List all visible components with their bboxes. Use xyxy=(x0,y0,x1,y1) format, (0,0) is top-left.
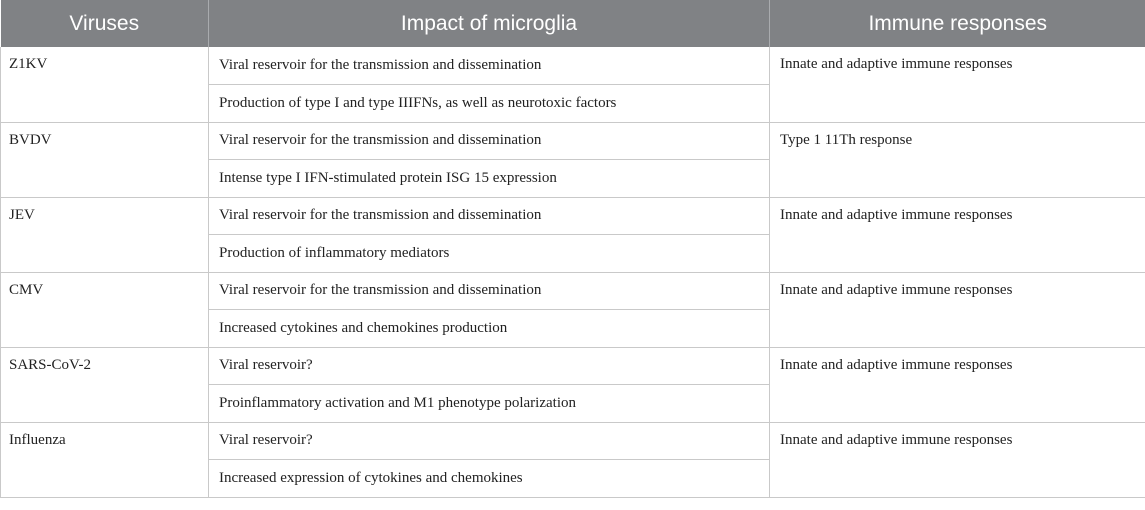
impact-cell: Viral reservoir for the transmission and dissemination xyxy=(209,122,770,160)
table-row xyxy=(1,47,1145,85)
header-impact-of-microglia: Impact of microglia xyxy=(209,0,770,47)
response-cell: Innate and adaptive immune responses xyxy=(770,272,1145,347)
response-cell: Innate and adaptive immune responses xyxy=(770,47,1145,122)
virus-cell: CMV xyxy=(1,272,209,347)
impact-cell: Viral reservoir for the transmission and dissemination xyxy=(209,272,770,310)
response-cell: Innate and adaptive immune responses xyxy=(770,422,1145,497)
virus-cell: Z1KV xyxy=(1,47,209,122)
table-header xyxy=(1,0,1145,47)
impact-cell: Production of type I and type IIIFNs, as well as neurotoxic factors xyxy=(209,85,770,123)
impact-cell: Proinflammatory activation and M1 phenotype polarization xyxy=(209,385,770,423)
impact-cell: Increased cytokines and chemokines production xyxy=(209,310,770,348)
impact-cell: Viral reservoir? xyxy=(209,422,770,460)
table-body xyxy=(1,47,1145,497)
impact-cell: Viral reservoir? xyxy=(209,347,770,385)
table-row xyxy=(1,347,1145,385)
virus-cell: JEV xyxy=(1,197,209,272)
table-row xyxy=(1,272,1145,310)
response-cell: Innate and adaptive immune responses xyxy=(770,197,1145,272)
impact-cell: Production of inflammatory mediators xyxy=(209,235,770,273)
impact-cell: Viral reservoir for the transmission and dissemination xyxy=(209,197,770,235)
table-row xyxy=(1,122,1145,160)
table-row xyxy=(1,422,1145,460)
header-viruses: Viruses xyxy=(1,0,209,47)
header-immune-responses: Immune responses xyxy=(770,0,1145,47)
table-row xyxy=(1,197,1145,235)
virus-cell: SARS-CoV-2 xyxy=(1,347,209,422)
virus-cell: Influenza xyxy=(1,422,209,497)
header-row xyxy=(1,0,1145,47)
impact-cell: Increased expression of cytokines and chemokines xyxy=(209,460,770,498)
virus-cell: BVDV xyxy=(1,122,209,197)
response-cell: Type 1 11Th response xyxy=(770,122,1145,197)
response-cell: Innate and adaptive immune responses xyxy=(770,347,1145,422)
impact-cell: Viral reservoir for the transmission and dissemination xyxy=(209,47,770,85)
impact-cell: Intense type I IFN-stimulated protein ISG 15 expression xyxy=(209,160,770,198)
